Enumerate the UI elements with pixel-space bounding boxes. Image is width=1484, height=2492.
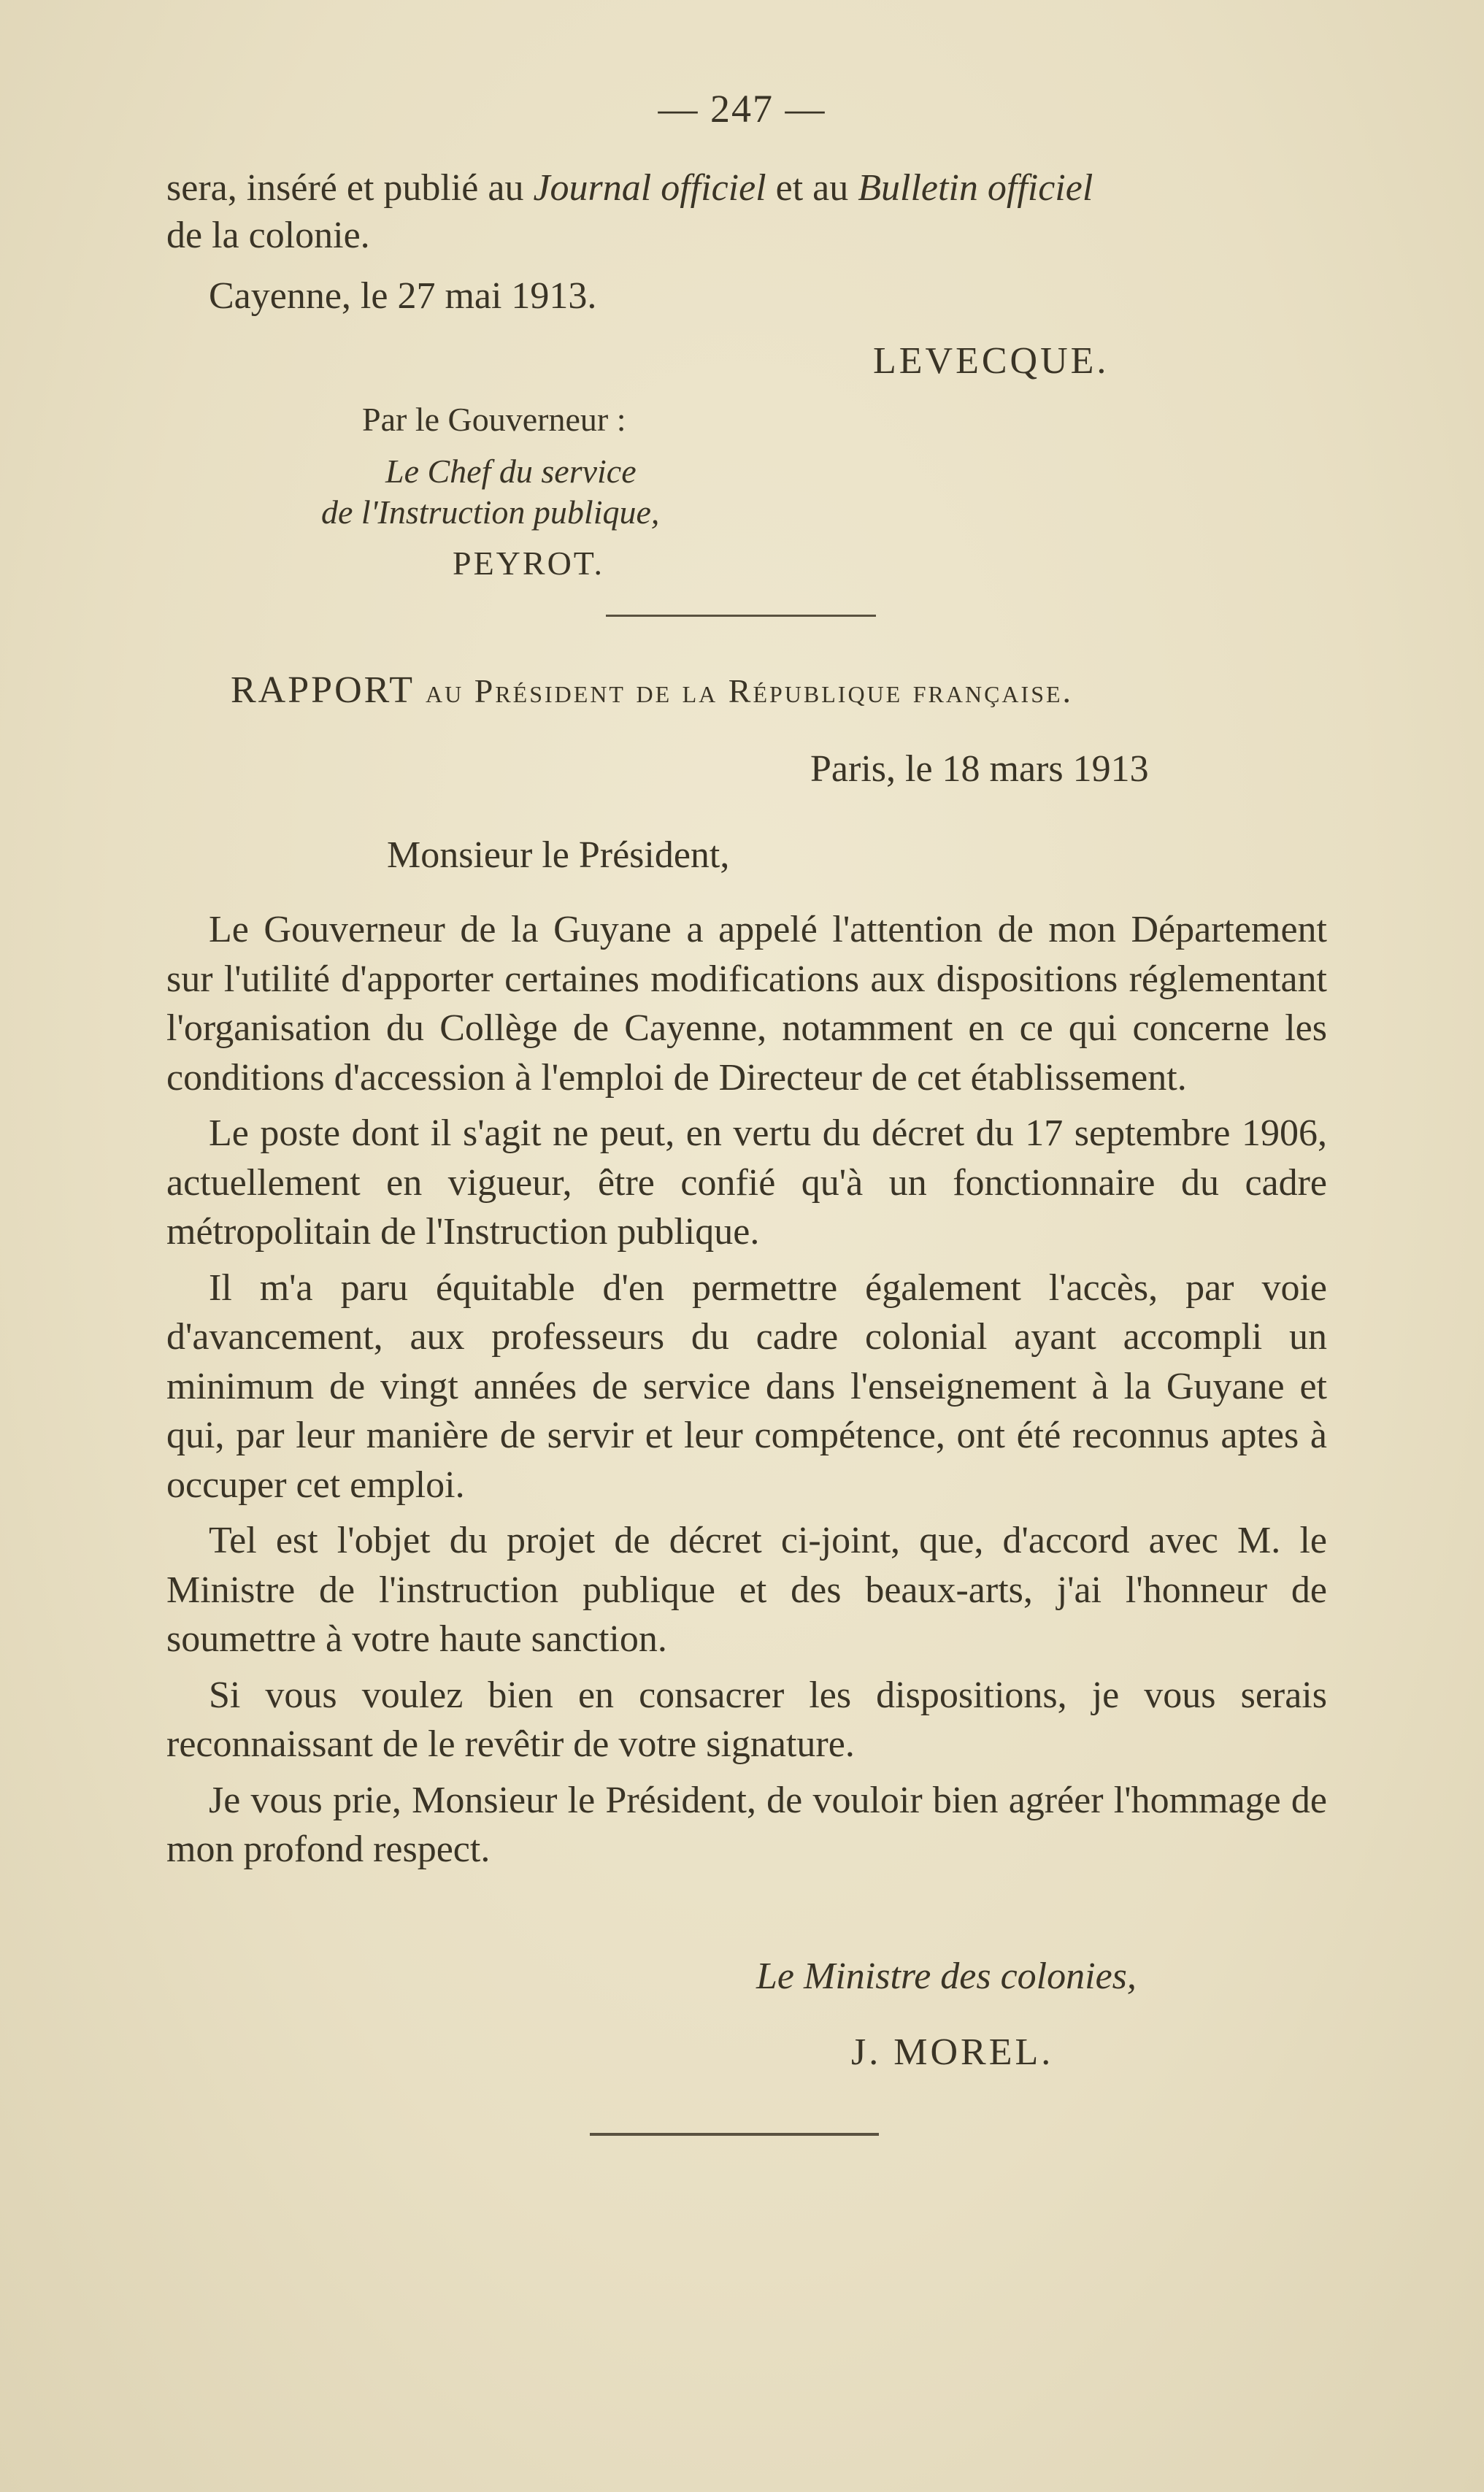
rapport-body xyxy=(166,905,1327,1881)
closing-rule xyxy=(590,2133,879,2136)
closing-title: Le Ministre des colonies, xyxy=(756,1955,1137,1997)
paragraph: Je vous prie, Monsieur le Président, de vouloir bien agréer l'hommage de mon profond respect. xyxy=(166,1779,1327,1870)
place-date: Cayenne, le 27 mai 1913. xyxy=(209,275,597,317)
paragraph: Si vous voulez bien en consacrer les dispositions, je vous serais reconnaissant de le revêtir de votre signature. xyxy=(166,1674,1327,1765)
chef-service-line-1: Le Chef du service xyxy=(385,453,637,490)
rapport-title-b: au Président de la République française. xyxy=(426,672,1074,709)
header-line-1-a: sera, inséré et publié au xyxy=(166,167,534,209)
bulletin-officiel: Bulletin officiel xyxy=(858,167,1093,209)
closing-name: J. MOREL. xyxy=(851,2031,1054,2073)
rapport-date: Paris, le 18 mars 1913 xyxy=(810,748,1149,790)
rapport-title-a: RAPPORT xyxy=(231,669,415,711)
paragraph: Le Gouverneur de la Guyane a appelé l'attention de mon Département sur l'utilité d'apporter certaines modifications aux dispositions réglementant l'organisation du Collège de Cayenne, notamment en ce qui concerne les conditions d'accession à l'emploi de Directeur de cet établissement. xyxy=(166,909,1327,1099)
page-number: — 247 — xyxy=(658,87,826,131)
paragraph: Le poste dont il s'agit ne peut, en vertu du décret du 17 septembre 1906, actuellement en vigueur, être confié qu'à un fonctionnaire du cadre métropolitain de l'Instruction publique. xyxy=(166,1112,1327,1253)
chef-name: PEYROT. xyxy=(453,545,604,582)
paragraph: Tel est l'objet du projet de décret ci-joint, que, d'accord avec M. le Ministre de l'instruction publique et des beaux-arts, j'ai l'honneur de soumettre à votre haute sanction. xyxy=(166,1520,1327,1660)
par-le-gouverneur: Par le Gouverneur : xyxy=(362,401,626,438)
header-line-1-b: et au xyxy=(766,167,858,209)
journal-officiel: Journal officiel xyxy=(533,167,766,209)
rapport-title xyxy=(231,667,1073,715)
signatory: LEVECQUE. xyxy=(873,340,1110,382)
chef-service-line-2: de l'Instruction publique, xyxy=(321,493,660,531)
paragraph: Il m'a paru équitable d'en permettre également l'accès, par voie d'avancement, aux professeurs du cadre colonial ayant accompli un minimum de vingt années de service dans l'enseignement à la Guyane et qui, par leur manière de servir et leur compétence, ont été reconnus aptes à occuper cet emploi. xyxy=(166,1266,1327,1506)
header-line-2: de la colonie. xyxy=(166,215,370,256)
salutation: Monsieur le Président, xyxy=(387,834,730,876)
header-line-1 xyxy=(166,165,1093,212)
separator-rule xyxy=(606,615,876,617)
